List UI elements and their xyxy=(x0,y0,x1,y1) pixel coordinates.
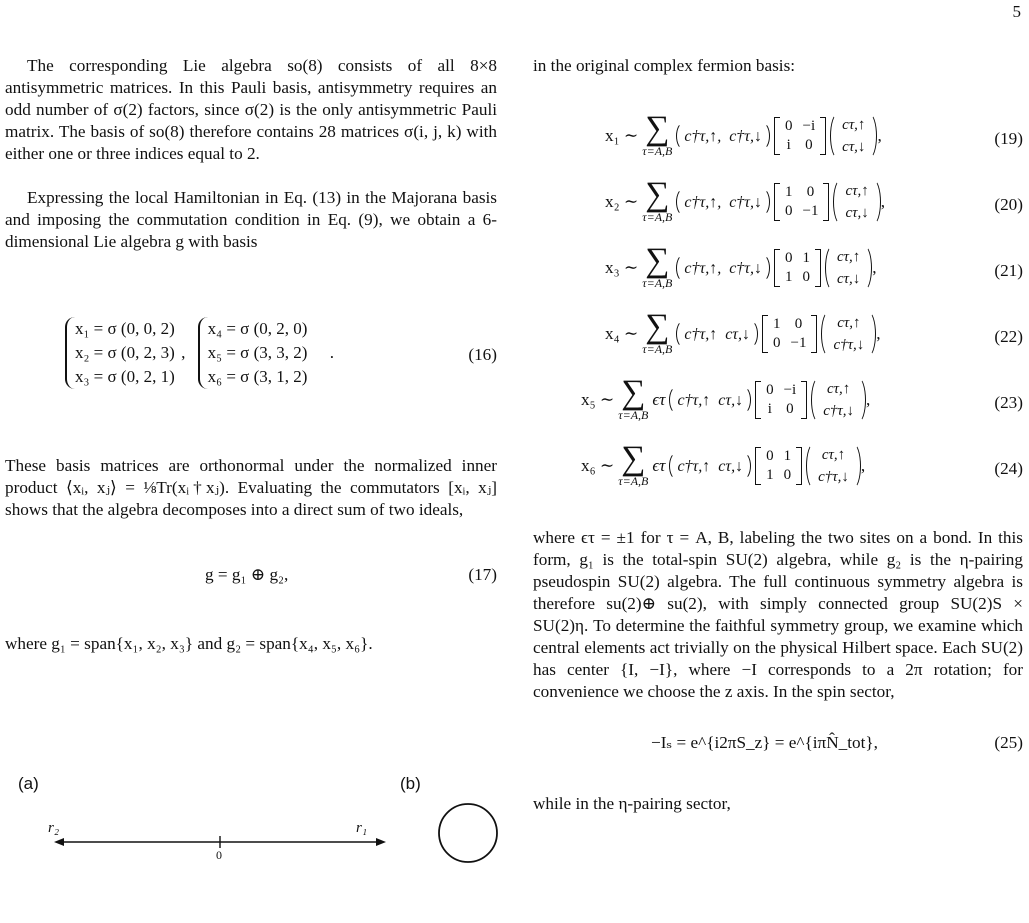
sum-symbol: ∑ τ=A,B xyxy=(642,307,673,356)
left-paragraph-2: Expressing the local Hamiltonian in Eq. (13) in the Majorana basis and imposing the commutation condition in Eq. (9), we obtain a 6-dimensional Lie algebra g with basis xyxy=(5,188,497,251)
sum-symbol: ∑ τ=A,B xyxy=(618,373,649,422)
column-vector xyxy=(811,377,866,423)
right-paragraph-1: where ϵτ = ±1 for τ = A, B, labeling the two sites on a bond. In this form, g₁ is the total-spin SU(2) algebra, while g₂ is the η-pairing pseudospin SU(2) algebra. The full continuous symmetry algebra is therefore su(2)⊕ su(2), with simply connected group SU(2)S × SU(2)η. To determine the faithful symmetry group, we examine which central elements act trivially on the physical Hilbert space. Each SU(2) has center {I, −I}, where −I corresponds to a 2π rotation; for convenience we choose the z axis. In the spin sector, xyxy=(533,528,1023,701)
figure-label-a: (a) xyxy=(18,774,39,793)
equation-list-19-24 xyxy=(533,109,1023,509)
matrix xyxy=(762,315,817,353)
figure-b-circle xyxy=(435,800,501,866)
vec-entry: cτ,↑ xyxy=(826,381,851,397)
vec-entry: cτ,↓ xyxy=(837,271,861,287)
row-entry: c†τ,↑ xyxy=(684,326,718,344)
matrix-cell: 0 xyxy=(786,401,794,417)
column-vector xyxy=(825,245,872,291)
matrix xyxy=(774,249,821,287)
figure-label-b: (b) xyxy=(400,774,421,793)
row-entry: c†τ,↑, xyxy=(684,128,722,146)
matrix xyxy=(755,447,802,485)
eq16-x5: x₅ = σ (3, 3, 2) xyxy=(207,343,308,362)
matrix-cell: 0 xyxy=(766,382,774,398)
equation-number: (21) xyxy=(994,261,1023,280)
eq25-number: (25) xyxy=(994,733,1023,752)
eq16-number: (16) xyxy=(468,345,497,364)
eq16-right-system xyxy=(198,317,308,389)
matrix-cell: −i xyxy=(783,382,797,398)
row-vector xyxy=(676,254,770,282)
equation-row: x₃ ∼ ∑ τ=A,B c†τ,↑, c†τ,↓ 0 1 1 0 cτ,↑ cτ,↓ , (21) xyxy=(605,241,1023,290)
eq16-x3: x₃ = σ (0, 2, 1) xyxy=(75,367,175,386)
row-vector xyxy=(669,452,751,480)
left-column xyxy=(5,55,497,655)
page-number: 5 xyxy=(1012,2,1021,21)
matrix-cell: 1 xyxy=(802,250,811,266)
row-entry: cτ,↓ xyxy=(725,326,751,344)
vec-entry: cτ,↓ xyxy=(842,139,866,155)
row-vector xyxy=(669,386,751,414)
eq25-text: −Iₛ = e^{i2πS_z} = e^{iπN̂_tot}, xyxy=(651,733,878,752)
equation-25 xyxy=(533,733,1023,759)
column-vector xyxy=(830,113,877,159)
matrix-cell: 1 xyxy=(773,316,781,332)
matrix xyxy=(774,117,826,155)
vec-entry: cτ,↑ xyxy=(837,249,861,265)
equation-number: (19) xyxy=(994,129,1023,148)
row-entry: c†τ,↑, xyxy=(684,194,722,212)
matrix xyxy=(774,183,829,221)
equation-17 xyxy=(5,565,497,589)
equation-number: (23) xyxy=(994,393,1023,412)
matrix-cell: i xyxy=(767,401,772,417)
eq16-x6: x₆ = σ (3, 1, 2) xyxy=(207,367,308,386)
equation-row: x₁ ∼ ∑ τ=A,B c†τ,↑, c†τ,↓ 0 −i i 0 cτ,↑ cτ,↓ , (19) xyxy=(605,109,1023,158)
left-paragraph-1: The corresponding Lie algebra so(8) consists of all 8×8 antisymmetric matrices. In this Pauli basis, antisymmetry requires an odd number of σ(2) factors, since σ(2) is the only antisymmetric Pauli matrix. The basis of so(8) therefore contains 28 matrices σ(i, j, k) with either one or three indices equal to 2. xyxy=(5,56,497,163)
row-vector xyxy=(676,320,758,348)
row-entry: cτ,↓ xyxy=(718,392,744,410)
row-entry: c†τ,↓ xyxy=(729,260,763,278)
matrix-cell: 1 xyxy=(785,184,793,200)
row-entry: c†τ,↑, xyxy=(684,260,722,278)
vec-entry: c†τ,↓ xyxy=(818,469,849,485)
row-vector xyxy=(676,188,770,216)
sum-symbol: ∑ τ=A,B xyxy=(642,241,673,290)
matrix-cell: 1 xyxy=(785,269,793,285)
left-paragraph-4: where g₁ = span{x₁, x₂, x₃} and g₂ = span{x₄, x₅, x₆}. xyxy=(5,634,373,653)
figure-label-r2: r₂ xyxy=(48,820,60,836)
epsilon-factor: ϵτ xyxy=(652,390,666,409)
matrix-cell: 0 xyxy=(806,184,815,200)
matrix-cell: i xyxy=(786,137,791,153)
row-entry: c†τ,↑ xyxy=(677,392,711,410)
matrix-cell: 0 xyxy=(766,448,774,464)
matrix-cell: 0 xyxy=(785,203,793,219)
eq16-x1: x₁ = σ (0, 0, 2) xyxy=(75,319,175,338)
row-entry: c†τ,↓ xyxy=(729,194,763,212)
matrix-cell: 1 xyxy=(783,448,792,464)
sum-symbol: ∑ τ=A,B xyxy=(618,439,649,488)
left-paragraph-3: These basis matrices are orthonormal under the normalized inner product ⟨xᵢ, xⱼ⟩ = ⅛Tr(xᵢ†xⱼ). Evaluating the commutators [xᵢ, xⱼ] shows that the algebra decomposes into a direct sum of two ideals, xyxy=(5,456,497,519)
equation-number: (22) xyxy=(994,327,1023,346)
matrix xyxy=(755,381,807,419)
sum-symbol: ∑ τ=A,B xyxy=(642,109,673,158)
right-intro: in the original complex fermion basis: xyxy=(533,56,796,75)
row-entry: c†τ,↑ xyxy=(677,458,711,476)
eq-lhs: x₁ ∼ xyxy=(605,126,639,145)
eq-lhs: x₄ ∼ xyxy=(605,324,639,343)
vec-entry: cτ,↑ xyxy=(842,117,866,133)
equation-number: (24) xyxy=(994,459,1023,478)
eq-lhs: x₆ ∼ xyxy=(581,456,615,475)
matrix-cell: 0 xyxy=(773,335,781,351)
matrix-cell: 0 xyxy=(783,467,792,483)
matrix-cell: −1 xyxy=(790,335,807,351)
vec-entry: cτ,↓ xyxy=(845,205,869,221)
column-vector xyxy=(806,443,861,489)
row-vector xyxy=(676,122,770,150)
right-paragraph-2: while in the η-pairing sector, xyxy=(533,794,731,813)
row-entry: c†τ,↓ xyxy=(729,128,763,146)
matrix-cell: 0 xyxy=(802,269,811,285)
eq17-number: (17) xyxy=(468,565,497,584)
matrix-cell: −i xyxy=(802,118,816,134)
matrix-cell: 0 xyxy=(785,250,793,266)
epsilon-factor: ϵτ xyxy=(652,456,666,475)
matrix-cell: 0 xyxy=(805,137,813,153)
column-vector xyxy=(821,311,876,357)
figure-label-r1: r₁ xyxy=(356,820,368,836)
equation-16: x₁ = σ (0, 0, 2) x₂ = σ (0, 2, 3) x₃ = σ (0, 2, 1) , x₄ = σ (0, 2, 0) x₅ = σ (3, 3, 2) x₆ = σ (3, 1, 2) . (16) xyxy=(5,317,497,397)
vec-entry: cτ,↑ xyxy=(845,183,869,199)
matrix-cell: 0 xyxy=(785,118,793,134)
equation-row: x₅ ∼ ∑ τ=A,B ϵτ c†τ,↑ cτ,↓ 0 −i i 0 cτ,↑ c†τ,↓ , (23) xyxy=(581,373,1023,422)
equation-number: (20) xyxy=(994,195,1023,214)
right-column xyxy=(533,55,1023,815)
eq17-text: g = g₁ ⊕ g₂, xyxy=(205,565,289,584)
figure-label-zero: 0 xyxy=(216,848,222,862)
sum-symbol: ∑ τ=A,B xyxy=(642,175,673,224)
vec-entry: c†τ,↓ xyxy=(823,403,855,419)
eq-lhs: x₃ ∼ xyxy=(605,258,639,277)
equation-row: x₄ ∼ ∑ τ=A,B c†τ,↑ cτ,↓ 1 0 0 −1 cτ,↑ c†τ,↓ , (22) xyxy=(605,307,1023,356)
matrix-cell: 0 xyxy=(794,316,803,332)
eq-lhs: x₅ ∼ xyxy=(581,390,615,409)
matrix-cell: 1 xyxy=(766,467,774,483)
vec-entry: cτ,↑ xyxy=(821,447,846,463)
vec-entry: c†τ,↓ xyxy=(833,337,865,353)
eq16-x4: x₄ = σ (0, 2, 0) xyxy=(207,319,308,338)
matrix-cell: −1 xyxy=(802,203,819,219)
eq-lhs: x₂ ∼ xyxy=(605,192,639,211)
equation-row: x₆ ∼ ∑ τ=A,B ϵτ c†τ,↑ cτ,↓ 0 1 1 0 cτ,↑ c†τ,↓ , (24) xyxy=(581,439,1023,488)
vec-entry: cτ,↑ xyxy=(837,315,861,331)
equation-row: x₂ ∼ ∑ τ=A,B c†τ,↑, c†τ,↓ 1 0 0 −1 cτ,↑ cτ,↓ , (20) xyxy=(605,175,1023,224)
row-entry: cτ,↓ xyxy=(718,458,744,476)
column-vector xyxy=(833,179,880,225)
eq16-left-system xyxy=(65,317,175,389)
eq16-x2: x₂ = σ (0, 2, 3) xyxy=(75,343,175,362)
